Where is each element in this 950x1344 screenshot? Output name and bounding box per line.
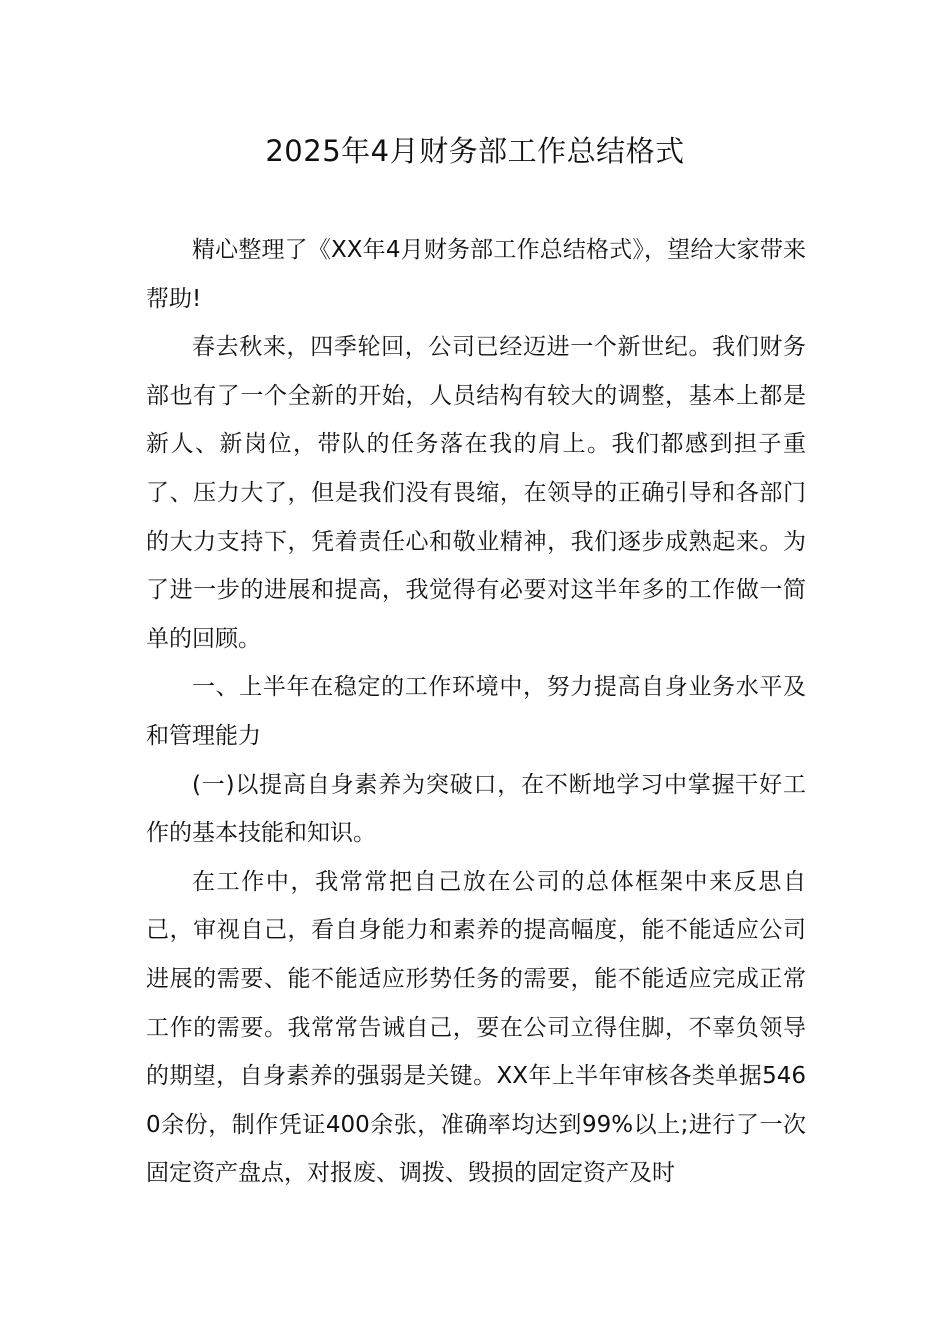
subsection-heading-1: (一)以提高自身素养为突破口，在不断地学习中掌握干好工作的基本技能和知识。 bbox=[146, 771, 806, 847]
document-body bbox=[146, 226, 806, 1198]
paragraph-intro: 精心整理了《XX年4月财务部工作总结格式》，望给大家带来帮助! bbox=[146, 237, 806, 312]
paragraph-work-review: 在工作中，我常常把自己放在公司的总体框架中来反思自己，审视自己，看自身能力和素养的提高幅度，能不能适应公司进展的需要、能不能适应形势任务的需要，能不能适应完成正常工作的需要。我常常告诫自己，要在公司立得住脚，不辜负领导的期望，自身素养的强弱是关键。XX年上半年审核各类单据5460余份，制作凭证400余张，准确率均达到99%以上;进行了一次固定资产盘点，对报废、调拨、毁损的固定资产及时 bbox=[146, 868, 806, 1187]
paragraph-background: 春去秋来，四季轮回，公司已经迈进一个新世纪。我们财务部也有了一个全新的开始，人员结构有较大的调整，基本上都是新人、新岗位，带队的任务落在我的肩上。我们都感到担子重了、压力大了，但是我们没有畏缩，在领导的正确引导和各部门的大力支持下，凭着责任心和敬业精神，我们逐步成熟起来。为了进一步的进展和提高，我觉得有必要对这半年多的工作做一简单的回顾。 bbox=[146, 334, 806, 652]
document-title: 2025年4月财务部工作总结格式 bbox=[265, 134, 685, 168]
section-heading-1: 一、上半年在稳定的工作环境中，努力提高自身业务水平及和管理能力 bbox=[146, 674, 806, 749]
